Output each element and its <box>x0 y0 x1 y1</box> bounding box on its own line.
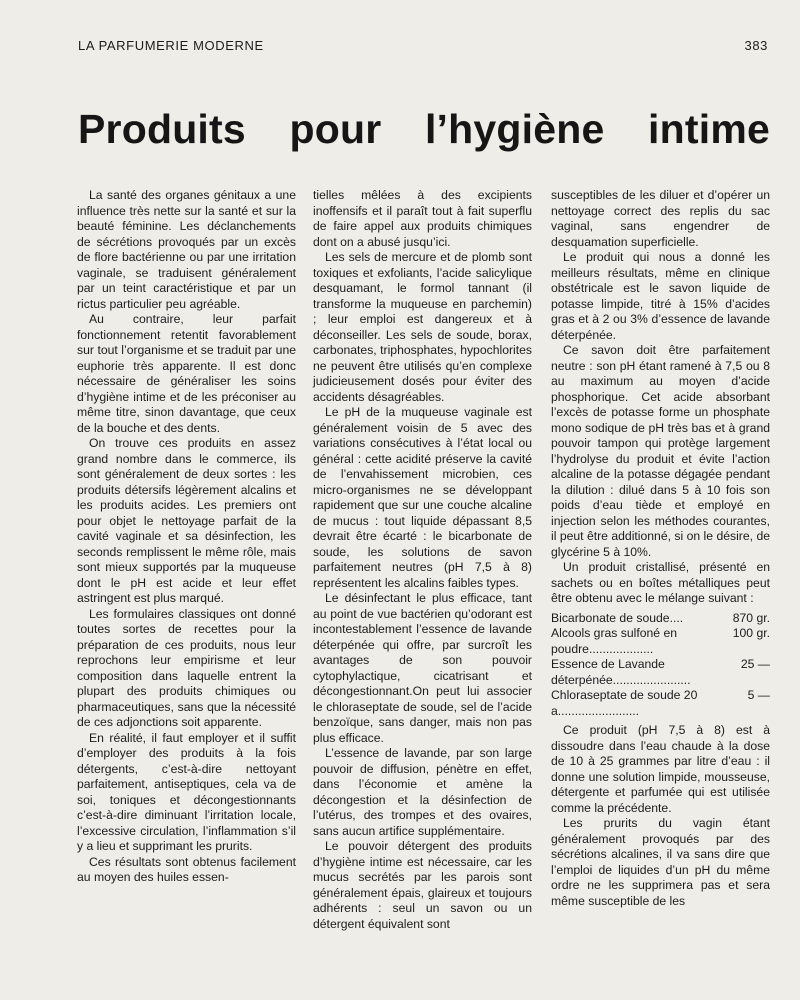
paragraph: Ce savon doit être parfaitement neutre : son pH étant ramené à 7,5 ou 8 au maximum au moyen d’acide phosphorique. Cet acide absorbant l’excès de potasse forme un phosphate mono sodique de pH très bas et à grand pouvoir tampon qui protège largement l’hydrolyse du produit et évite l’action alcaline de la potasse dégagée pendant la dilution : dilué dans 5 à 10 fois son poids d’eau tiède et employé en injection selon les méthodes courantes, il peut être additionné, si on le désire, de glycérine 5 à 10%. <box>551 343 770 559</box>
paragraph: Les prurits du vagin étant généralement provoqués par des sécrétions alcalines, il va sans dire que l’emploi de liquides d’un pH du même ordre ne les supprimera pas et sera même susceptible de les <box>551 816 770 908</box>
recipe-ingredient: Essence de Lavande déterpénée....................... <box>551 657 691 687</box>
paragraph: Le pH de la muqueuse vaginale est généralement voisin de 5 avec des variations consécutives à l’état local ou général : cette acidité préserve la cavité de l’envahissement microbien, ces micro-organismes ne se développant rapidement que sur une couche alcaline de mucus : tout liquide dépassant 8,5 devrait être écarté : le bicarbonate de soude, les solutions de savon parfaitement neutres (pH 7,5 à 8) représentent les alcalins faibles types. <box>313 405 532 590</box>
paragraph: susceptibles de les diluer et d’opérer un nettoyage correct des replis du sac vaginal, sans engendrer de desquamation superficielle. <box>551 188 770 249</box>
paragraph: Le désinfectant le plus efficace, tant au point de vue bactérien qu’odorant est incontestablement l’essence de lavande déterpénée qui offre, par surcroît les avantages de son pouvoir cytophylactique, cicatrisant et décongestionnant.On peut lui associer le chloraseptate de soude, sel de l’acide benzoïque, sans danger, mais non pas plus efficace. <box>313 591 532 745</box>
paragraph: En réalité, il faut employer et il suffit d’employer des produits à la fois détergents, c’est-à-dire nettoyant parfaitement, antiseptiques, cela va de soi, toniques et décongestionnants c’est-à-dire diminuant l’irritation locale, l’excessive circulation, l’inflammation s’il y a lieu et supprimant les prurits. <box>77 730 296 853</box>
text-column-3 <box>551 188 770 909</box>
paragraph: On trouve ces produits en assez grand nombre dans le commerce, ils sont généralement de deux sortes : les produits détersifs légèrement alcalins et les produits acides. Les premiers ont pour objet le nettoyage parfait de la cavité vaginale et sa désinfection, les seconds remplissent le même rôle, mais sont mieux supportés par la muqueuse dont le pH est acide et leur effet astringent est plus marqué. <box>77 436 296 605</box>
recipe-row <box>551 611 770 627</box>
paragraph: tielles mêlées à des excipients inoffensifs et il paraît tout à fait superflu de faire appel aux produits chimiques dont on a abusé jusqu’ici. <box>313 188 532 249</box>
recipe-ingredient: Chloraseptate de soude 20 a........................ <box>551 688 698 718</box>
running-header <box>78 38 768 56</box>
recipe-row <box>551 688 770 719</box>
paragraph: Les formulaires classiques ont donné toutes sortes de recettes pour la préparation de ces produits, nous leur reprochons leur empirisme et leur composition dans laquelle entrent la plupart des produits chimiques ou pharmaceutiques, sans que la nécessité de ces adjonctions soit apparente. <box>77 606 296 729</box>
recipe-row <box>551 626 770 657</box>
recipe-row <box>551 657 770 688</box>
paragraph: Les sels de mercure et de plomb sont toxiques et exfoliants, l’acide salicylique desquamant, le formol tannant (il transforme la muqueuse en parchemin) ; leur emploi est dangereux et à déconseiller. Les sels de soude, borax, carbonates, triphosphates, hypochlorites ne peuvent être utilisés qu’en complexe judicieusement dosés pour éviter des accidents désagréables. <box>313 250 532 404</box>
paragraph: Au contraire, leur parfait fonctionnement retentit favorablement sur tout l’organisme et se traduit par une euphorie très apparente. Il est donc nécessaire de généraliser les soins d’hygiène intime et de les préconiser au même titre, sinon davantage, que ceux de la bouche et des dents. <box>77 312 296 435</box>
recipe-quantity: 5 — <box>747 688 770 702</box>
recipe-ingredient: Bicarbonate de soude.... <box>551 610 684 625</box>
paragraph: La santé des organes génitaux a une influence très nette sur la santé et sur la beauté féminine. Les déclanchements de sécrétions provoqués par un excès de flore bactérienne ou par une irritation vaginale, se traduisent généralement par un teint caractéristique et par un rictus particulier peu agréable. <box>77 188 296 311</box>
text-column-1 <box>77 188 296 886</box>
paragraph: Ce produit (pH 7,5 à 8) est à dissoudre dans l’eau chaude à la dose de 10 à 25 grammes par litre d’eau : il donne une solution limpide, mousseuse, détergente et parfumée qui est utilisée comme la précédente. <box>551 723 770 815</box>
paragraph: L’essence de lavande, par son large pouvoir de diffusion, pénètre en effet, dans l’économie et amène la décongestion et la désinfection de l’utérus, des trompes et des ovaires, sans aucun artifice supplémentaire. <box>313 746 532 838</box>
recipe-ingredient: Alcools gras sulfoné en poudre................... <box>551 626 678 656</box>
recipe-quantity: 870 gr. <box>732 610 770 625</box>
journal-name: LA PARFUMERIE MODERNE <box>78 38 264 53</box>
article-body <box>77 188 773 948</box>
article-title: Produits pour l’hygiène intime <box>78 106 770 152</box>
recipe-quantity: 25 — <box>740 657 770 671</box>
paragraph: Le pouvoir détergent des produits d’hygiène intime est nécessaire, car les mucus secrétés par les parois sont généralement épais, glaireux et toujours adhérents : seul un savon ou un détergent équivalent sont <box>313 839 532 931</box>
recipe-quantity: 100 gr. <box>732 626 770 640</box>
paragraph: Un produit cristallisé, présenté en sachets ou en boîtes métalliques peut être obtenu avec le mélange suivant : <box>551 560 770 605</box>
page-number: 383 <box>744 38 768 53</box>
paragraph: Le produit qui nous a donné les meilleurs résultats, même en clinique obstétricale est le savon liquide de potasse limpide, titré à 15% d’acides gras et à 2 ou 3% d’essence de lavande déterpénée. <box>551 250 770 342</box>
recipe-table <box>551 611 770 720</box>
text-column-2 <box>313 188 532 932</box>
paragraph: Ces résultats sont obtenus facilement au moyen des huiles essen- <box>77 854 296 884</box>
